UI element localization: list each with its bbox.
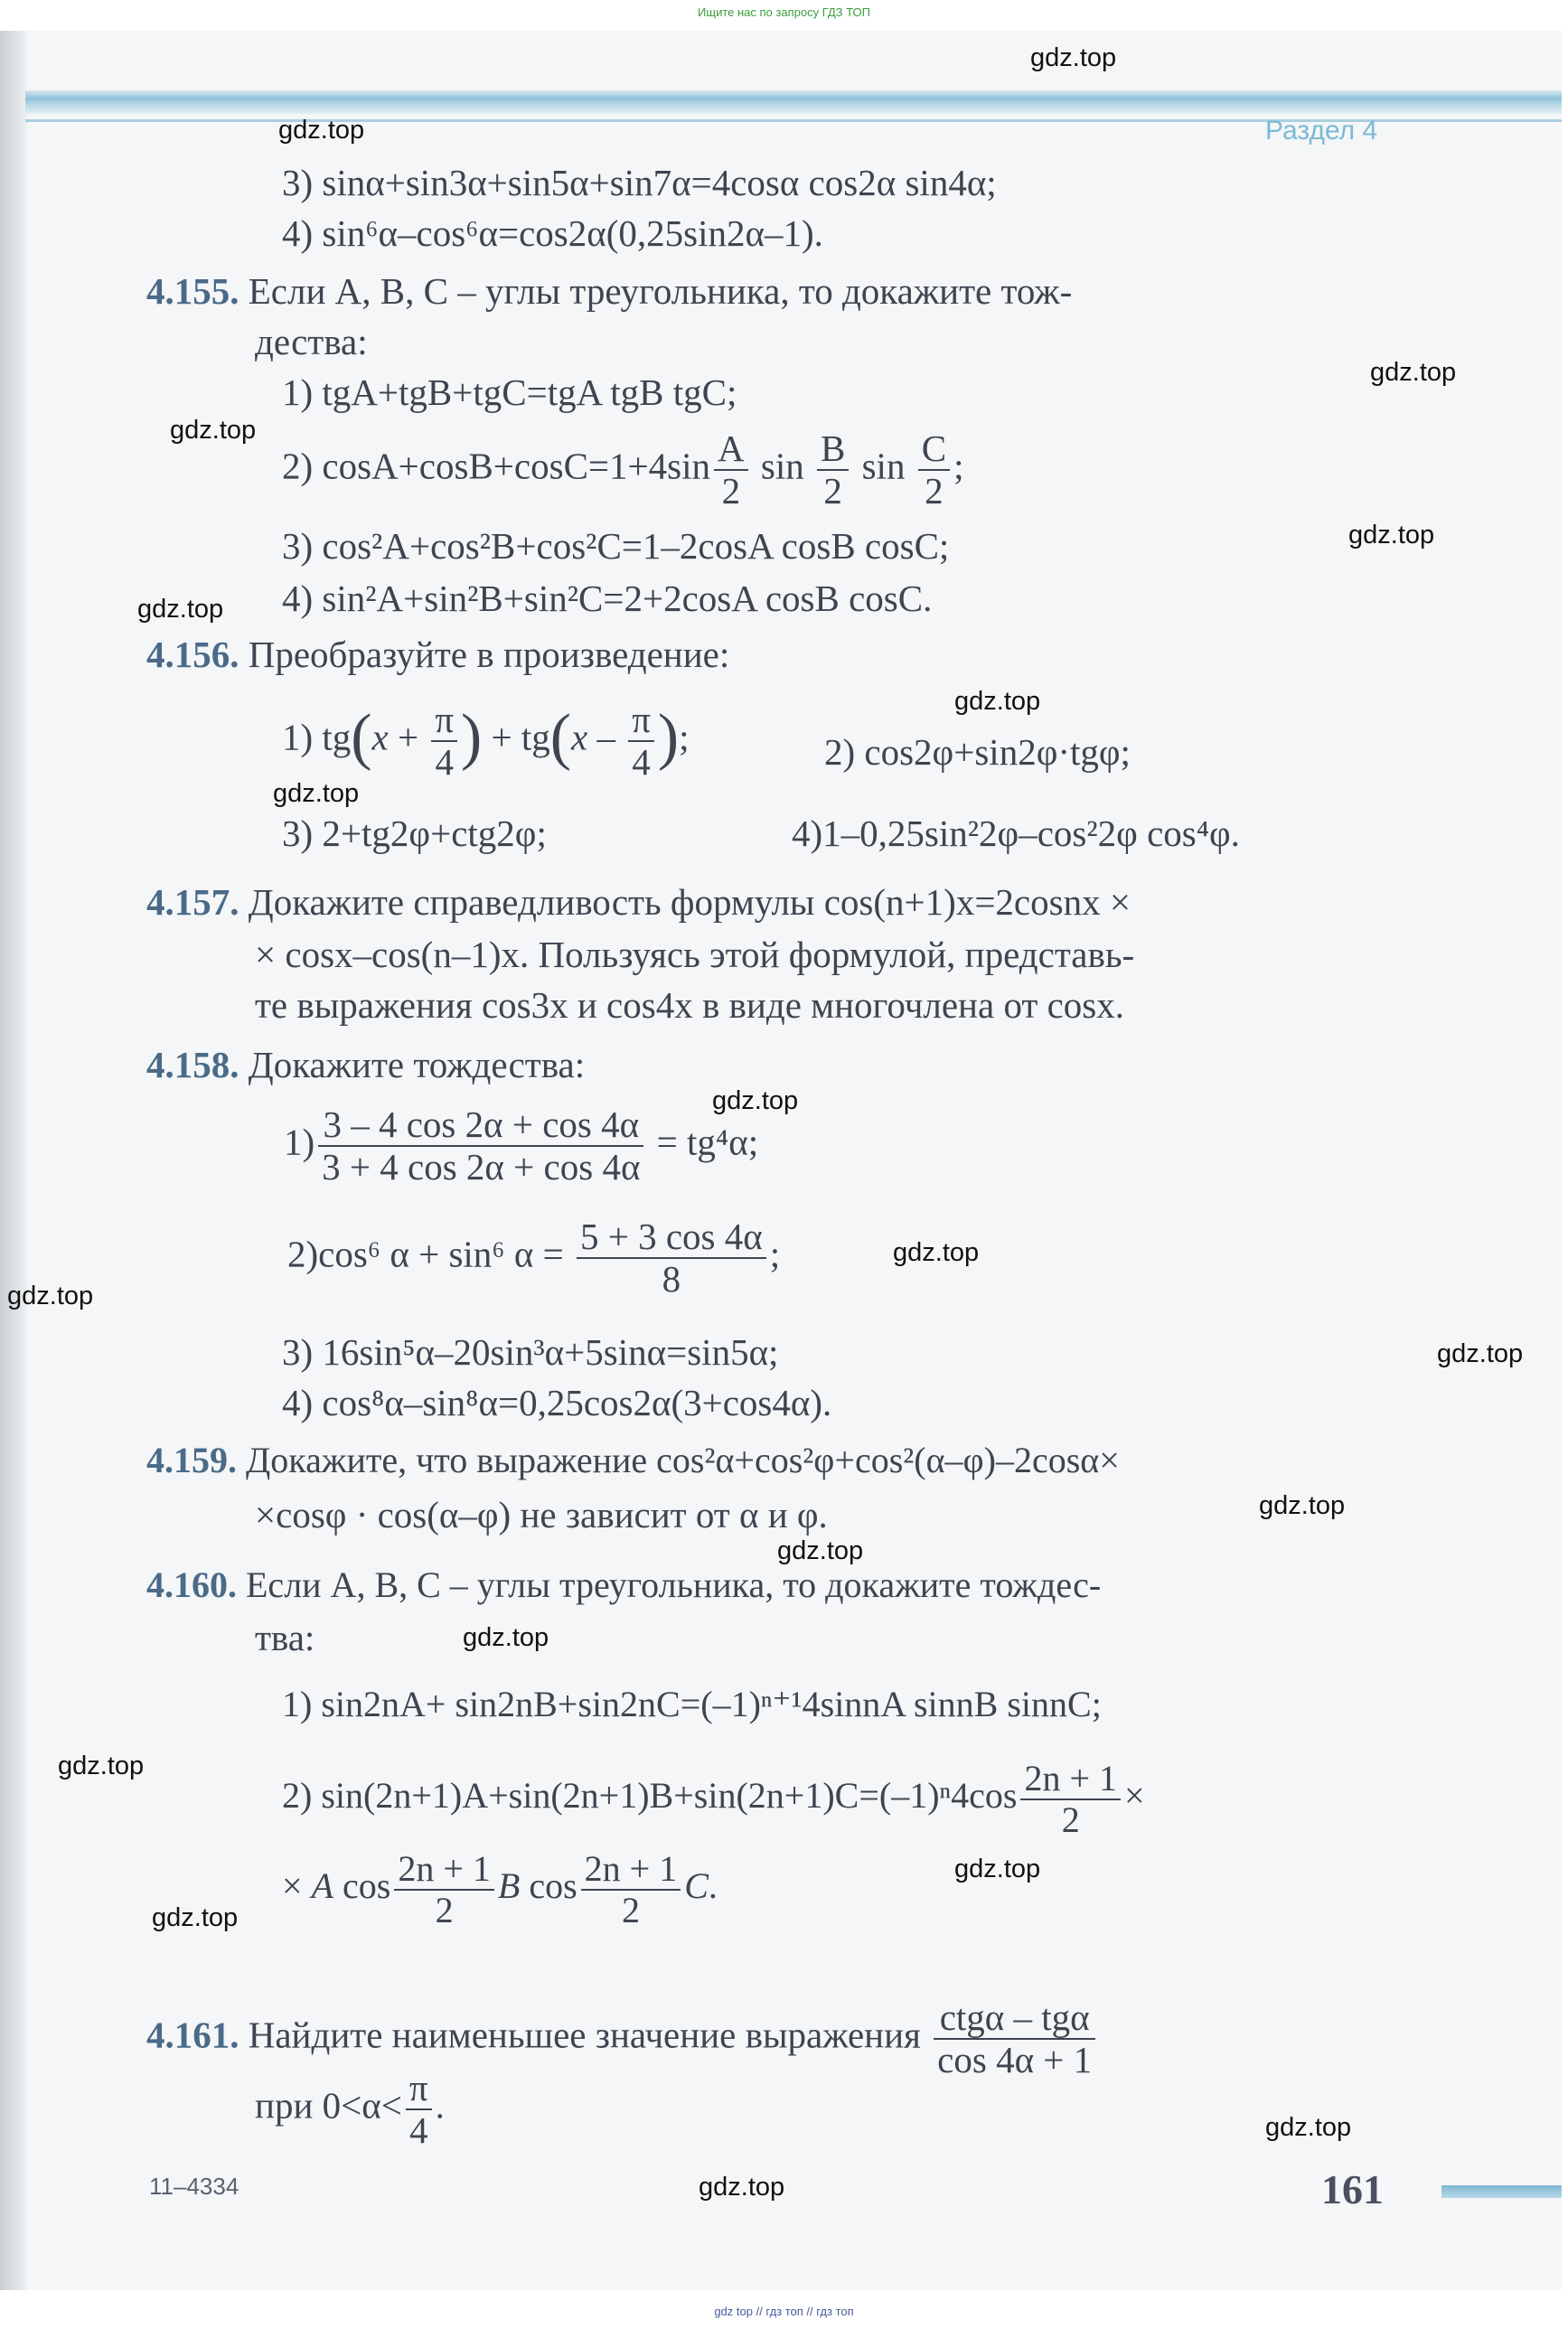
watermark: gdz.top [893, 1238, 980, 1267]
fraction-item1: $\frac{3 - 4 \cos 2\alpha + \cos 4\alpha}{3 + 4 \cos 2\alpha + \cos 4\alpha}$ [318, 1104, 643, 1188]
fraction-2n1-2: $\frac{2n + 1}{2}$ [581, 1849, 681, 1930]
fraction-pi-4: $\frac{\pi}{4}$ [628, 700, 654, 783]
book-page [25, 31, 1562, 2290]
bottom-note[interactable]: gdz top // гдз топ // гдз топ [714, 2305, 854, 2318]
problem-number: 4.158. [146, 1044, 239, 1085]
problem-156-item3: 3) 2+tg2φ+ctg2φ; [282, 812, 547, 854]
problem-number: 4.159. [146, 1440, 237, 1480]
fraction-a-2: $\frac{A}{2}$ [714, 428, 748, 512]
watermark: gdz.top [273, 779, 360, 808]
fraction-pi-4: $\frac{\pi}{4}$ [406, 2068, 432, 2151]
watermark: gdz.top [1348, 521, 1435, 549]
problem-157-text [146, 882, 1131, 923]
problem-156-item2: 2) cos2φ+sin2φ·tgφ; [824, 731, 1131, 773]
problem-number: 4.157. [146, 881, 239, 923]
fraction-2n1-2: $\frac{2n + 1}{2}$ [394, 1849, 494, 1930]
problem-159-text-cont: ×cosφ · cos(α–φ) не зависит от α и φ. [255, 1494, 828, 1535]
problem-156-item4: 4)1–0,25sin²2φ–cos²2φ cos⁴φ. [792, 812, 1240, 854]
watermark: gdz.top [777, 1536, 864, 1565]
watermark: gdz.top [58, 1751, 145, 1780]
problem-text: Если A, B, C – углы треугольника, то докажите тож- [248, 270, 1073, 312]
problem-154-item4: 4) sin⁶α–cos⁶α=cos2α(0,25sin2α–1). [282, 212, 823, 254]
page-number: 161 [1321, 2166, 1384, 2212]
watermark: gdz.top [712, 1086, 799, 1115]
watermark: gdz.top [1259, 1491, 1346, 1520]
watermark: gdz.top [1437, 1339, 1524, 1368]
header-band [25, 90, 1562, 114]
watermark: gdz.top [1030, 43, 1117, 72]
watermark: gdz.top [7, 1282, 94, 1310]
top-note[interactable]: Ищите нас по запросу ГДЗ ТОП [698, 5, 870, 19]
problem-157-text-cont: × cosx–cos(n–1)x. Пользуясь этой формулой, представь- [255, 934, 1135, 975]
watermark: gdz.top [699, 2173, 785, 2202]
fraction-b-2: $\frac{B}{2}$ [817, 428, 849, 512]
problem-155-item4: 4) sin²A+sin²B+sin²C=2+2cosA cosB cosC. [282, 578, 933, 619]
problem-155-item1: 1) tgA+tgB+tgC=tgA tgB tgC; [282, 371, 737, 413]
watermark: gdz.top [152, 1903, 239, 1932]
problem-text: Найдите наименьшее значение выражения [248, 2014, 921, 2056]
footer-band [1441, 2185, 1562, 2198]
watermark: gdz.top [954, 687, 1041, 716]
problem-160-text [146, 1565, 1101, 1605]
problem-number: 4.156. [146, 634, 239, 675]
problem-157-text-cont: те выражения cos3x и cos4x в виде многочлена от cosx. [255, 984, 1124, 1026]
watermark: gdz.top [137, 595, 224, 624]
watermark: gdz.top [1370, 358, 1457, 387]
problem-160-item2-cont: × A cos $\frac{2n + 1}{2}$ B cos $\frac{2n + 1}{2}$ C. [282, 1848, 718, 1930]
watermark: gdz.top [954, 1855, 1041, 1883]
problem-156-text [146, 634, 729, 675]
problem-155-item2: 2) cosA+cosB+cosC=1+4sin $\frac{A}{2}$ sin $\frac{B}{2}$ sin $\frac{C}{2}$ ; [282, 427, 964, 512]
problem-158-item3: 3) 16sin⁵α–20sin³α+5sinα=sin5α; [282, 1331, 779, 1373]
item-number: 1) [284, 1121, 315, 1163]
problem-158-item1 [284, 1104, 758, 1188]
print-code: 11–4334 [149, 2173, 239, 2200]
problem-text: Докажите тождества: [248, 1044, 586, 1085]
problem-158-text [146, 1045, 585, 1085]
item-text: 2) cosA+cosB+cosC=1+4sin [282, 445, 711, 487]
watermark: gdz.top [278, 116, 365, 145]
problem-156-item1: 1) tg(x + $\frac{\pi}{4}$ ) + tg(x – $\frac{\pi}{4}$ ); [282, 699, 690, 784]
problem-159-text [146, 1441, 1120, 1480]
problem-text: Докажите, что выражение cos²α+cos²φ+cos²(α–φ)–2cosα× [246, 1440, 1120, 1480]
condition-text: при 0<α< [255, 2084, 402, 2127]
item-lhs: 2)cos⁶ α + sin⁶ α = [287, 1233, 564, 1275]
item-text: 2) sin(2n+1)A+sin(2n+1)B+sin(2n+1)C=(–1)ⁿ4cos [282, 1775, 1018, 1817]
problem-160-text-cont: тва: [255, 1617, 315, 1658]
problem-158-item4: 4) cos⁸α–sin⁸α=0,25cos2α(3+cos4α). [282, 1382, 832, 1423]
problem-154-item3: 3) sinα+sin3α+sin5α+sin7α=4cosα cos2α sin4α; [282, 162, 997, 203]
watermark: gdz.top [463, 1623, 549, 1652]
problem-number: 4.160. [146, 1564, 237, 1605]
item-rhs: = tg⁴α; [656, 1121, 759, 1163]
book-spine [0, 31, 27, 2290]
watermark: gdz.top [170, 416, 257, 445]
problem-155-text-cont: дества: [255, 321, 368, 362]
problem-160-item2: 2) sin(2n+1)A+sin(2n+1)B+sin(2n+1)C=(–1)ⁿ4cos $\frac{2n + 1}{2}$ × [282, 1758, 1145, 1840]
problem-161-condition: при 0<α< $\frac{\pi}{4}$ . [255, 2067, 445, 2152]
fraction-item2: $\frac{5 + 3 \cos 4\alpha}{8}$ [577, 1216, 766, 1300]
problem-text: Преобразуйте в произведение: [248, 634, 730, 675]
problem-text: Если A, B, C – углы треугольника, то докажите тождес- [246, 1564, 1102, 1605]
problem-158-item2: 2)cos⁶ α + sin⁶ α = $\frac{5 + 3 \cos 4\alpha}{8}$ ; [287, 1216, 781, 1301]
fraction-pi-4: $\frac{\pi}{4}$ [431, 700, 457, 783]
problem-160-item1: 1) sin2nA+ sin2nB+sin2nC=(–1)ⁿ⁺¹4sinnA sinnB sinnC; [282, 1684, 1102, 1724]
fraction-c-2: $\frac{C}{2}$ [918, 428, 950, 512]
fraction-ctg-tg: $\frac{\text{ctgα – tgα}}{\cos 4\alpha + 1}$ [934, 1997, 1095, 2080]
fraction-2n1-2: $\frac{2n + 1}{2}$ [1020, 1759, 1121, 1840]
problem-155-item3: 3) cos²A+cos²B+cos²C=1–2cosA cosB cosC; [282, 525, 950, 567]
section-label: Раздел 4 [1265, 116, 1378, 146]
problem-text: Докажите справедливость формулы cos(n+1)x=2cosnx × [248, 881, 1131, 923]
problem-number: 4.161. [146, 2014, 239, 2056]
watermark: gdz.top [1265, 2113, 1352, 2142]
problem-155-text [146, 271, 1072, 312]
problem-number: 4.155. [146, 270, 239, 312]
